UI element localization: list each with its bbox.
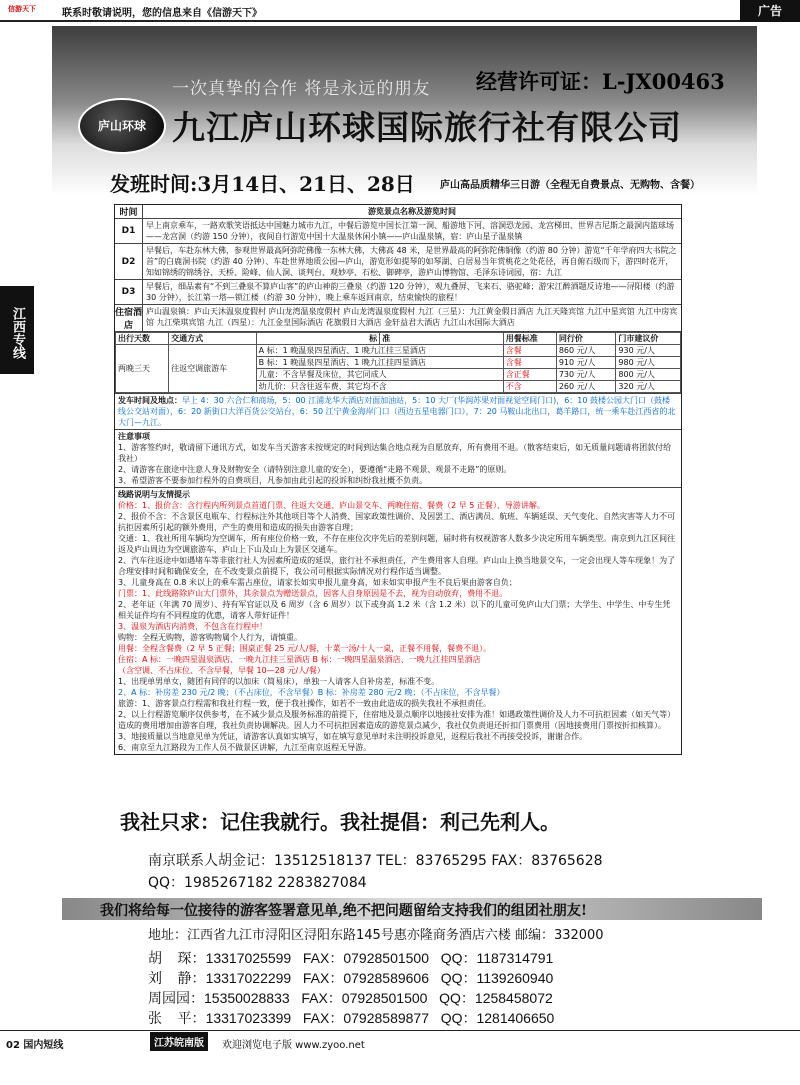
tour-title: 庐山高品质精华三日游（全程无自费景点、无购物、含餐） [440,180,700,191]
edition-badge: 江苏皖南版 [150,1032,208,1051]
hotel-label: 住宿酒店 [115,305,143,331]
contact-fax: 07928501500 [341,990,428,1006]
promise-text: 我们将给每一位接待的游客签署意见单,绝不把问题留给支持我们的组团社朋友! [100,903,588,919]
contact-name: 胡 琛： [148,950,206,966]
std: A 标：1 晚温泉四星酒店、1 晚九江挂三星酒店 [256,345,503,357]
meal: 含正餐 [503,369,556,381]
fax-label: FAX： [302,970,344,986]
term-line: 3、地接质量以当地意见单为凭证，请游客认真如实填写，如在填写意见单时未注明投诉意见，返程后我社不再接受投诉，谢谢合作。 [118,732,588,741]
terms-section [115,488,681,754]
notes-title: 注意事项 [118,432,150,441]
note-item: 2、请游客在旅途中注意人身及财物安全（请特别注意儿童的安全），要遵循“走路不观景、观景不走路”的原则。 [118,465,512,474]
header-spots: 游览景点名称及游览时间 [368,207,456,216]
term-line: 旅游：1、游客景点行程需和我社行程一致，便于我社操作，如若不一致由此造成的损失我社不承担责任。 [118,699,492,708]
term-line: 价格：1、报价含：含行程内所列景点首道门票、往返大交通、庐山景交车、两晚住宿、餐费（2 早 5 正餐）、导游讲解。 [118,501,545,510]
contact-qq: 1281406650 [476,1010,555,1026]
term-line: 门票：1、此线路除庐山大门票外，其余景点为赠送景点，因客人自身原因是不去，视为自动放弃，费用不退。 [118,589,508,598]
contact-row [148,1008,554,1028]
price-col-std1: 标 [256,333,380,345]
term-line: 2、汽车往返途中如遇堵车等非旅行社人为因素所造成的延误，旅行社不承担责任，产生费用客人自理。庐山山上换当地景交车，一定会出现人等车现象！为了合理安排时间和确保安全，在不改变景点前提下，我公司可根据实际情况对行程作适当调整。 [118,556,676,576]
price-col-std2: 准 [380,333,504,345]
retail-price: 800 元/人 [616,369,681,381]
contact-fax: 07928589606 [343,970,430,986]
price-row [115,332,681,394]
term-line: 交通：1、我社所用车辆均为空调车，所有座位价格一致，不存在座位次序先后的差别问题，届时将有权视游客人数多少决定所用车辆类型。南京到九江区间往返及庐山周边为空调旅游车，庐山上下山及山上为景区交通车。 [118,534,676,554]
contact-name: 周园园： [148,990,204,1006]
qq-label: QQ： [440,950,477,966]
contact-tel: 13317022299 [205,970,292,986]
term-line: 用餐：全程含餐费（2 早 5 正餐；围桌正餐 25 元/人/餐，十菜一汤/十人一桌，正餐不用餐，餐费不退）。 [118,644,492,653]
address: 地址：江西省九江市浔阳区浔阳东路145号惠亦隆商务酒店六楼 邮编：332000 [148,928,604,943]
pickup-label: 发车时间及地点： [118,396,182,405]
contact-name: 张 平： [148,1010,206,1026]
price-col-days: 出行天数 [116,333,169,345]
section-tab: 江西专线 [0,286,34,374]
contact-tel: 15350028833 [204,990,290,1006]
day-text: 早餐后，车赴东林大佛，参观世界最高阿弥陀佛像一东林大佛，大佛高 48 米，是世界最高的阿弥陀佛铜像（约游 80 分钟）游览“千年学府四大书院之首”的白鹿洞书院（约游 40 分钟）、车赴世界地质公园—庐山，游览形如提琴的如琴湖、白居易当年赏桃花之处花径，再自俯石级而下，游四时花开，知如锦绣的锦绣谷、天桥、险峰、仙人洞、谈判台、观妙亭、石松、御碑亭，游庐山博物馆、毛泽东诗词园，宿：九江 [146,246,677,277]
motto: 一次真挚的合作 将是永远的朋友 [172,79,431,99]
term-line: 住宿：A 标：一晚四星温泉酒店、一晚九江挂三星酒店 B 标：一晚四星温泉酒店、一晚九江挂四星酒店 [118,655,481,664]
table-header [115,205,681,219]
hotel-list: 庐山温泉镇：庐山天沐温泉度假村 庐山龙湾温泉度假村 庐山龙湾温泉度假村 九江（三星）：九江黄金假日酒店 九江天隆宾馆 九江中星宾馆 九江中房宾馆 九江柴琪宾馆 九江（四星）：九江金皇国际酒店 花旗假日大酒店 金轩益君大酒店 九江山水国际大酒店 [146,307,678,327]
std: 儿童：不含早餐及床位，其它同成人 [256,369,503,381]
departure-schedule: 发班时间:3月14日、21日、28日 [110,172,415,196]
contact-qq: 1258458072 [474,990,553,1006]
term-line: 2、以上行程游览顺序仅供参考，在不减少景点及服务标准的前提下，住宿地及景点顺序以地接社安排为准！如遇政策性调价及人力不可抗拒因素（如天气等）造成的费用增加由游客自理，我社负责协调解决。因人力不可抗拒因素造成的游览景点减少，我社仅负责退还折扣门票费用（因地接费用门票按折扣核算）。 [118,710,676,730]
pickup-text: 早上 4：30 六合仁和商场，5：00 江浦龙华大酒店对面加油站，5：10 大厂(华润苏果对面视觉空间门口)，6：10 鼓楼公园大门口（鼓楼线公交站对面），6：20 新街口大洋百货公交站台，6：50 江宁黄金海岸门口（西边五星电器门口），7：20 马鞍山北出口，葛羊路口，统一乘车赴江西省的北大门—九江。 [118,396,676,427]
term-line: 2、A 标：补房差 230 元/2 晚；（不占床位，不含早餐）B 标：补房差 280 元/2 晚；（不占床位，不含早餐） [118,688,505,697]
meal: 含餐 [503,345,556,357]
pickup-row [115,394,681,430]
page-number: 02 国内短线 [6,1040,64,1051]
terms-title: 线路说明与友情提示 [118,490,190,499]
term-line: 2、老年证（年满 70 周岁）、持有军官证以及 6 周岁（含 6 周岁）以下或身高 1.2 米（含 1.2 米）以下的儿童可免庐山大门票；大学生、中学生、中专生凭相关证件均有不同程度的优惠，请客人带好证件！ [118,600,671,620]
contact-tel: 13317025599 [205,950,292,966]
brand-logo: 信游天下 [8,5,36,13]
globe-logo-text: 庐山环球 [97,119,146,133]
day-text: 早餐后，细品素有“不到三叠泉不算庐山客”的庐山神韵三叠泉（约游 120 分钟），观九叠屏、飞来石、骆驼峰；游宋江醉酒题反诗地——浔阳楼（约游 30 分钟），长江第一塔—锁江楼（约游 30 分钟），晚上乘车返回南京，结束愉快的旅程！ [146,282,675,302]
day-label: D3 [115,280,143,304]
contact-row [148,948,553,968]
header-time: 时间 [115,205,143,218]
term-line: 2、报价不含：不含景区电瓶车、行程标注外其他项目等个人消费、国家政策性调价、及因罢工、酒店满员、航班、车辆延误、天气变化、自然灾害等人力不可抗拒因素所引起的额外费用，产生的费用和造成的损失由游客自理； [118,512,676,532]
nanjing-qq: QQ：1985267182 2283827084 [148,875,367,891]
contact-qq: 1187314791 [476,950,554,966]
day-label: D1 [115,219,143,243]
term-line: 1、出现单男单女，随团有同伴的以加床（简易床），单独一人请客人自补房差，标准不变。 [118,677,440,686]
contact-name: 刘 静： [148,970,206,986]
price-col-transport: 交通方式 [169,333,257,345]
globe-logo-icon [78,98,166,154]
trip-days: 两晚三天 [116,345,169,393]
qq-label: QQ： [439,990,475,1006]
price-header [116,333,681,345]
nanjing-contact [148,850,603,894]
meal: 含餐 [503,357,556,369]
contact-fax: 07928589877 [343,1010,430,1026]
contact-qq: 1139260940 [476,970,554,986]
price-col-peer: 同行价 [556,333,616,345]
footer [0,1030,800,1050]
term-line: （含空调、不占床位、不含早餐，早餐 10—28 元/人/餐） [118,666,325,675]
qq-label: QQ： [440,970,477,986]
note-item: 1、游客签约时，敬请留下通讯方式，如发车当天游客未按规定的时间到达集合地点视为自愿放弃，所有费用不退。（散客结束后，如无质量问题请将团款付给我社） [118,443,672,463]
notes-section [115,430,681,488]
price-table [115,332,681,393]
term-line: 3、温泉为酒店内消费，不包含在行程中！ [118,622,268,631]
price-row-a [116,345,681,357]
contact-tel: 13317023399 [205,1010,292,1026]
peer-price: 260 元/人 [556,381,616,393]
nanjing-line: 南京联系人胡金记：13512518137 TEL：83765295 FAX：83765628 [148,853,603,869]
peer-price: 910 元/人 [556,357,616,369]
contact-row [148,988,553,1008]
contact-fax: 07928501500 [343,950,430,966]
day-row [115,219,681,244]
note-item: 3、希望游客不要参加行程外的自费项目，凡参加由此引起的投诉和纠纷我社概不负责。 [118,476,428,485]
fax-label: FAX： [302,1010,344,1026]
source-note: 联系时敬请说明，您的信息来自《信游天下》 [62,8,262,19]
fax-label: FAX： [301,990,342,1006]
price-col-retail: 门市建议价 [616,333,681,345]
license-number: 经营许可证：L-JX00463 [476,69,725,94]
day-row [115,244,681,280]
company-name: 九江庐山环球国际旅行社有限公司 [172,108,682,147]
qq-label: QQ： [440,1010,477,1026]
term-line: 6、南京至九江路段为工作人员不做景区讲解，九江至南京返程无导游。 [118,743,372,752]
top-bar [0,0,800,22]
day-row [115,280,681,305]
day-text: 早上南京乘车，一路欢歌笑语抵达中国魅力城市九江，中餐后游览中国长江第一洞、船游地下河、溶洞恐龙园、龙宫梯田、世界吉尼斯之最洞内篮球场——龙宫洞（约游 150 分钟），夜间自行游览中国十大温泉休闲小镇——庐山温泉镇，宿：庐山星子温泉镇 [146,221,674,241]
contact-row [148,968,553,988]
itinerary-table [114,204,682,755]
slogan: 我社只求：记住我就行。我社提倡：利己先利人。 [120,810,560,834]
std: 幼儿价：只含往返车费、其它均不含 [256,381,503,393]
ad-label: 广告 [740,0,800,22]
website-link[interactable]: 欢迎浏览电子版 www.zyoo.net [222,1040,365,1051]
term-line: 3、儿童身高在 0.8 米以上的乘车需占座位，请家长如实申报儿童身高，如未如实申报产生不良后果由游客自负； [118,578,517,587]
retail-price: 320 元/人 [616,381,681,393]
peer-price: 730 元/人 [556,369,616,381]
meal: 不含 [503,381,556,393]
retail-price: 930 元/人 [616,345,681,357]
peer-price: 860 元/人 [556,345,616,357]
transport: 往返空调旅游车 [169,345,257,393]
std: B 标：1 晚温泉四星酒店、1 晚九江挂四星酒店 [256,357,503,369]
day-label: D2 [115,244,143,279]
price-col-meal: 用餐标准 [503,333,556,345]
hotel-row [115,305,681,332]
term-line: 购物：全程无购物，游客购物属个人行为，请慎重。 [118,633,302,642]
retail-price: 980 元/人 [616,357,681,369]
fax-label: FAX： [302,950,344,966]
